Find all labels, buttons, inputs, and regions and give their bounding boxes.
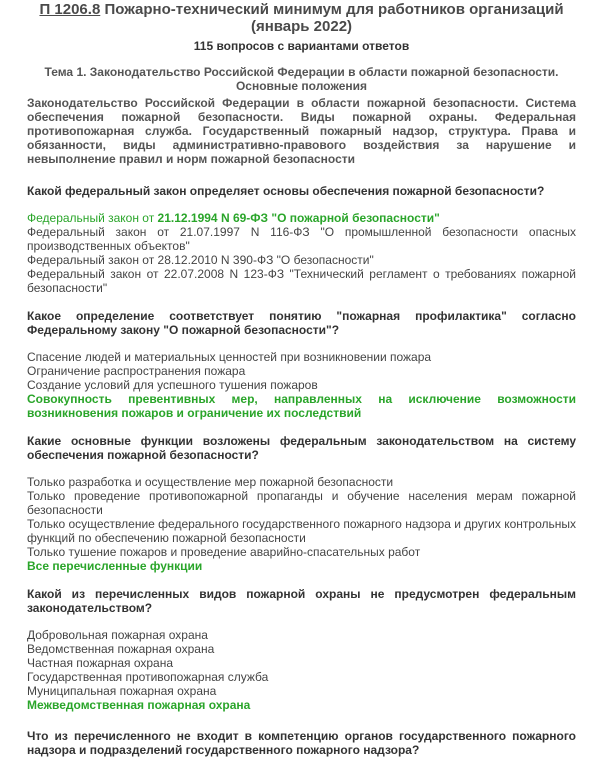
answer: Частная пожарная охрана (27, 656, 174, 670)
answer-list-4 (27, 628, 576, 712)
question-1: Какой федеральный закон определяет основы обеспечения пожарной безопасности? (27, 184, 545, 198)
answer: Государственная противопожарная служба (27, 670, 269, 684)
document-code-link[interactable]: П 1206.8 (39, 1, 101, 18)
document-page (0, 1, 594, 757)
answer-list-1 (27, 211, 576, 295)
answer-correct: Все перечисленные функции (27, 559, 203, 573)
answer: Только проведение противопожарной пропаганды и обучение населения мерам пожарной безопасности (27, 489, 576, 517)
answer-correct: Совокупность превентивных мер, направленных на исключение возможности возникновения пожаров и ограничение их последствий (27, 392, 576, 420)
answer-list-3 (27, 475, 576, 573)
answer-bold-text: 21.12.1994 N 69-ФЗ "О пожарной безопасности" (157, 211, 440, 225)
answer: Создание условий для успешного тушения пожаров (27, 378, 318, 392)
answer: Только осуществление федерального государственного пожарного надзора и других контрольных функций по обеспечению пожарной безопасности (27, 517, 576, 545)
answer-correct: Межведомственная пожарная охрана (27, 698, 251, 712)
answer: Федеральный закон от 21.07.1997 N 116-ФЗ "О промышленной безопасности опасных производственных объектов" (27, 225, 576, 253)
answer: Федеральный закон от 22.07.2008 N 123-ФЗ "Технический регламент о требованиях пожарной безопасности" (27, 267, 576, 295)
question-4: Какой из перечисленных видов пожарной охраны не предусмотрен федеральным законодательством? (27, 587, 576, 615)
answer-correct (27, 211, 576, 225)
topic-description: Законодательство Российской Федерации в области пожарной безопасности. Система обеспечения пожарной безопасности. Виды пожарной охраны. Федеральная противопожарная служба. Государственный пожарный надзор, структура. Права и обязанности, виды административно-правового воздействия за нарушение и невыполнение правил и норм пожарной безопасности (27, 96, 576, 166)
answer: Ведомственная пожарная охрана (27, 642, 215, 656)
answer: Только тушение пожаров и проведение аварийно-спасательных работ (27, 545, 421, 559)
topic-title: Тема 1. Законодательство Российской Федерации в области пожарной безопасности. Основные положения (44, 65, 559, 93)
answer: Спасение людей и материальных ценностей при возникновении пожара (27, 350, 432, 364)
answer-list-2 (27, 350, 576, 420)
answer-text: Федеральный закон от (27, 211, 158, 225)
document-title-text: Пожарно-технический минимум для работников организаций (январь 2022) (100, 1, 564, 35)
document-subtitle: 115 вопросов с вариантами ответов (193, 39, 410, 53)
question-5: Что из перечисленного не входит в компетенцию органов государственного пожарного надзора и подразделений государственного пожарного надзора? (27, 729, 576, 757)
question-3: Какие основные функции возложены федеральным законодательством на систему обеспечения пожарной безопасности? (27, 434, 576, 462)
question-2: Какое определение соответствует понятию "пожарная профилактика" согласно Федеральному закону "О пожарной безопасности"? (27, 309, 576, 337)
answer: Ограничение распространения пожара (27, 364, 246, 378)
answer: Добровольная пожарная охрана (27, 628, 208, 642)
answer: Только разработка и осуществление мер пожарной безопасности (27, 475, 394, 489)
document-title (27, 1, 576, 35)
answer: Федеральный закон от 28.12.2010 N 390-ФЗ "О безопасности" (27, 253, 374, 267)
answer: Муниципальная пожарная охрана (27, 684, 217, 698)
